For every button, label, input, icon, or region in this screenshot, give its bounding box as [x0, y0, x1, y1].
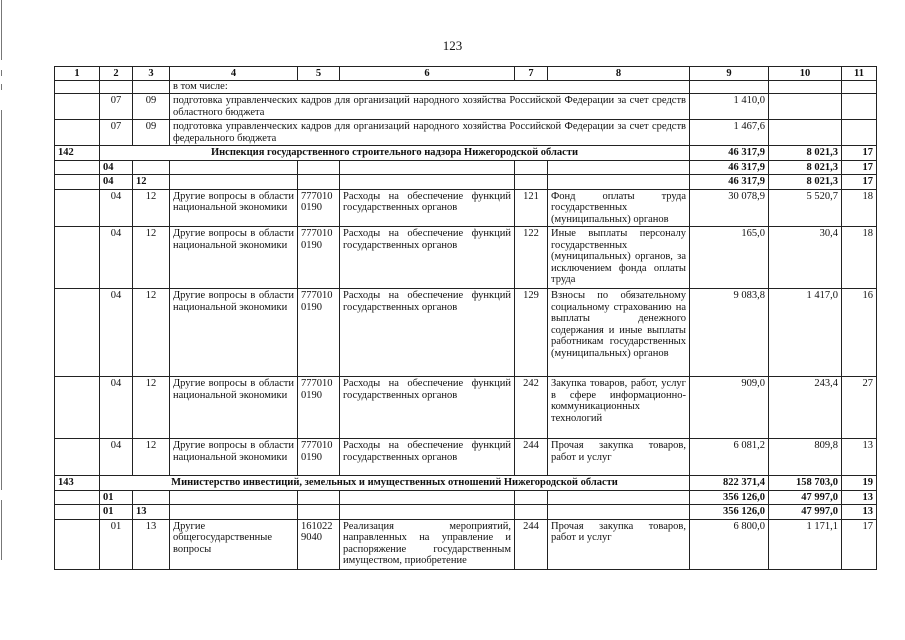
cell-expense-name: Фонд оплаты труда государственных (муниципальных) органов	[548, 189, 690, 227]
table-row	[55, 519, 877, 569]
page-number: 123	[442, 38, 463, 53]
column-header: 8	[548, 67, 690, 81]
cell-expense-type: 129	[515, 289, 548, 377]
cell-amount-plan: 1 467,6	[690, 120, 769, 146]
table-row	[55, 377, 877, 439]
cell-expense-type: 244	[515, 519, 548, 569]
cell-section: 01	[100, 490, 133, 505]
cell-amount-plan: 30 078,9	[690, 189, 769, 227]
column-header: 5	[298, 67, 340, 81]
page-edge-marks	[0, 0, 3, 640]
column-header: 3	[133, 67, 170, 81]
cell-amount-fact: 1 171,1	[769, 519, 842, 569]
column-header: 4	[170, 67, 298, 81]
cell-amount-fact: 243,4	[769, 377, 842, 439]
table-row	[55, 439, 877, 476]
org-name: Министерство инвестиций, земельных и имущественных отношений Нижегородской области	[100, 476, 690, 491]
cell-subsection: 12	[133, 175, 170, 190]
org-name: Инспекция государственного строительного надзора Нижегородской области	[100, 146, 690, 161]
cell-subsection-name: Другие вопросы в области национальной экономики	[170, 189, 298, 227]
table-row	[55, 227, 877, 289]
cell-subsection-name: Другие вопросы в области национальной экономики	[170, 439, 298, 476]
cell-subsection: 13	[133, 519, 170, 569]
cell-subsection: 12	[133, 439, 170, 476]
cell-subsection-name: Другие вопросы в области национальной экономики	[170, 289, 298, 377]
cell-percent: 17	[842, 146, 877, 161]
cell-amount-fact: 8 021,3	[769, 146, 842, 161]
cell-description: подготовка управленческих кадров для организаций народного хозяйства Российской Федерации за счет средств федерального бюджета	[170, 120, 690, 146]
cell-target-name: Расходы на обеспечение функций государственных органов	[340, 289, 515, 377]
cell-expense-name: Прочая закупка товаров, работ и услуг	[548, 439, 690, 476]
cell-amount-plan: 165,0	[690, 227, 769, 289]
cell-section: 07	[100, 120, 133, 146]
cell-section: 04	[100, 227, 133, 289]
cell-percent: 17	[842, 160, 877, 175]
cell-target-code: 161022 9040	[298, 519, 340, 569]
cell-expense-type: 242	[515, 377, 548, 439]
cell-subsection: 12	[133, 289, 170, 377]
cell-target-name: Расходы на обеспечение функций государственных органов	[340, 377, 515, 439]
cell-amount-plan: 6 800,0	[690, 519, 769, 569]
cell-target-name: Расходы на обеспечение функций государственных органов	[340, 227, 515, 289]
cell-amount-plan: 46 317,9	[690, 160, 769, 175]
cell-subsection-name: Другие вопросы в области национальной экономики	[170, 377, 298, 439]
cell-amount-plan: 356 126,0	[690, 490, 769, 505]
cell-target-code: 777010 0190	[298, 377, 340, 439]
column-header: 7	[515, 67, 548, 81]
cell-expense-name: Взносы по обязательному социальному страхованию на выплаты денежного содержания и иные выплаты работникам государственных (муниципальных) органов	[548, 289, 690, 377]
cell-subsection: 09	[133, 120, 170, 146]
subsection-row	[55, 505, 877, 520]
cell-percent: 13	[842, 439, 877, 476]
column-header: 9	[690, 67, 769, 81]
cell-amount-plan: 356 126,0	[690, 505, 769, 520]
org-row-142	[55, 146, 877, 161]
cell-amount-fact: 8 021,3	[769, 175, 842, 190]
cell-percent: 13	[842, 490, 877, 505]
column-header: 1	[55, 67, 100, 81]
cell-expense-type: 244	[515, 439, 548, 476]
cell-expense-type: 122	[515, 227, 548, 289]
cell-amount-plan: 9 083,8	[690, 289, 769, 377]
budget-table	[54, 66, 877, 570]
cell-percent: 27	[842, 377, 877, 439]
table-row	[55, 289, 877, 377]
cell-target-code: 777010 0190	[298, 189, 340, 227]
cell-amount-fact: 30,4	[769, 227, 842, 289]
table-row	[55, 94, 877, 120]
cell-target-name: Расходы на обеспечение функций государственных органов	[340, 189, 515, 227]
cell-subsection: 12	[133, 189, 170, 227]
cell-section: 01	[100, 519, 133, 569]
cell-expense-name: Закупка товаров, работ, услуг в сфере информационно-коммуникационных технологий	[548, 377, 690, 439]
cell-percent: 13	[842, 505, 877, 520]
cell-expense-name: Иные выплаты персоналу государственных (муниципальных) органов, за исключением фонда оплаты труда	[548, 227, 690, 289]
cell-expense-type: 121	[515, 189, 548, 227]
cell-section: 04	[100, 439, 133, 476]
cell-description: подготовка управленческих кадров для организаций народного хозяйства Российской Федерации за счет средств областного бюджета	[170, 94, 690, 120]
org-code: 143	[55, 476, 100, 491]
column-header: 10	[769, 67, 842, 81]
cell-subsection: 12	[133, 227, 170, 289]
cell-amount-plan: 46 317,9	[690, 175, 769, 190]
cell-percent: 17	[842, 519, 877, 569]
table-row	[55, 189, 877, 227]
cell-section: 04	[100, 160, 133, 175]
cell-amount-fact: 1 417,0	[769, 289, 842, 377]
table-row	[55, 120, 877, 146]
cell-amount-fact: 5 520,7	[769, 189, 842, 227]
cell-target-name: Реализация мероприятий, направленных на управление и распоряжение государственным имуществом, приобретение	[340, 519, 515, 569]
cell-section: 07	[100, 94, 133, 120]
cell-amount-plan: 46 317,9	[690, 146, 769, 161]
org-row-143	[55, 476, 877, 491]
cell-subsection: 13	[133, 505, 170, 520]
cell-percent: 18	[842, 189, 877, 227]
cell-amount-plan: 909,0	[690, 377, 769, 439]
cell-amount-plan: 1 410,0	[690, 94, 769, 120]
column-header: 11	[842, 67, 877, 81]
cell-percent: 19	[842, 476, 877, 491]
cell-target-code: 777010 0190	[298, 289, 340, 377]
cell-section: 04	[100, 175, 133, 190]
cell-target-code: 777010 0190	[298, 439, 340, 476]
table-row	[55, 81, 877, 94]
subsection-row	[55, 175, 877, 190]
cell-amount-fact: 158 703,0	[769, 476, 842, 491]
cell-subsection: 12	[133, 377, 170, 439]
column-header: 2	[100, 67, 133, 81]
cell-amount-plan: 6 081,2	[690, 439, 769, 476]
cell-amount-fact: 809,8	[769, 439, 842, 476]
section-row	[55, 160, 877, 175]
cell-percent: 18	[842, 227, 877, 289]
column-header-row	[55, 67, 877, 81]
cell-subsection-name: Другие общегосударственные вопросы	[170, 519, 298, 569]
cell-section: 04	[100, 189, 133, 227]
cell-section: 04	[100, 289, 133, 377]
cell-amount-fact: 8 021,3	[769, 160, 842, 175]
cell-target-name: Расходы на обеспечение функций государственных органов	[340, 439, 515, 476]
intro-text: в том числе:	[170, 81, 690, 94]
cell-percent: 16	[842, 289, 877, 377]
org-code: 142	[55, 146, 100, 161]
cell-subsection-name: Другие вопросы в области национальной экономики	[170, 227, 298, 289]
cell-amount-fact: 47 997,0	[769, 490, 842, 505]
cell-expense-name: Прочая закупка товаров, работ и услуг	[548, 519, 690, 569]
cell-section: 04	[100, 377, 133, 439]
cell-amount-plan: 822 371,4	[690, 476, 769, 491]
cell-target-code: 777010 0190	[298, 227, 340, 289]
column-header: 6	[340, 67, 515, 81]
cell-amount-fact: 47 997,0	[769, 505, 842, 520]
cell-subsection: 09	[133, 94, 170, 120]
cell-percent: 17	[842, 175, 877, 190]
cell-section: 01	[100, 505, 133, 520]
section-row	[55, 490, 877, 505]
